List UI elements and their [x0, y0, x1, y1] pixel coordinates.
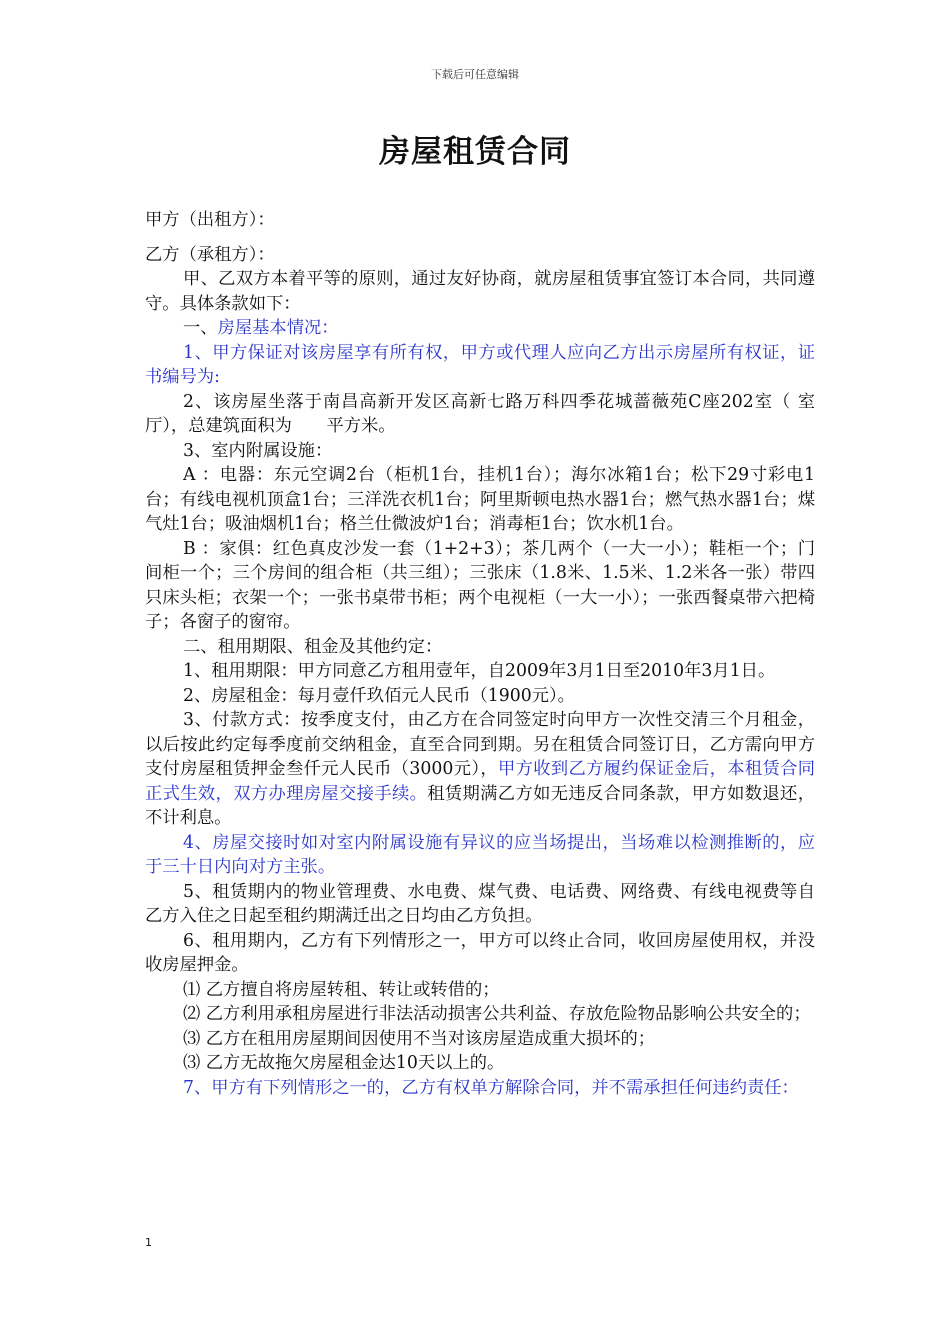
section-2-item-7: 7、甲方有下列情形之一的，乙方有权单方解除合同，并不需承担任何违约责任：: [183, 1077, 799, 1098]
section-1-item-2: 2、该房屋坐落于南昌高新开发区高新七路万科四季花城蔷薇苑C座202室（ 室 厅），总建筑面积为 平方米。: [145, 391, 815, 436]
item-3-text-b: 租赁期满乙方如无违反合同条款，甲方如数退还，不计利息。: [145, 783, 815, 828]
section-2-item-6: 6、租用期内，乙方有下列情形之一，甲方可以终止合同，收回房屋使用权，并没收房屋押金。: [145, 930, 815, 975]
section-2-item-2: 2、房屋租金：每月壹仟玖佰元人民币（1900元）。: [183, 685, 575, 706]
item-3-text-highlight: 甲方收到乙方履约保证金后，本租赁合同正式生效，双方办理房屋交接手续。: [145, 759, 815, 804]
document-title: 房屋租赁合同: [379, 134, 571, 170]
section-2-item-3: [145, 708, 815, 831]
section-1-item-3a: A ：电器：东元空调2台（柜机1台，挂机1台）；海尔冰箱1台；松下29寸彩电1台；有线电视机顶盒1台；三洋洗衣机1台；阿里斯顿电热水器1台；燃气热水器1台；煤气灶1台；吸油烟机1台；格兰仕微波炉1台；消毒柜1台；饮水机1台。: [145, 465, 815, 534]
section-2-item-4: 4、房屋交接时如对室内附属设施有异议的应当场提出，当场难以检测推断的，应于三十日内向对方主张。: [145, 832, 815, 877]
section-2-sub-1: ⑴ 乙方擅自将房屋转租、转让或转借的；: [183, 979, 500, 1000]
section-1-number: 一、: [183, 318, 218, 338]
section-2-heading: 二、租用期限、租金及其他约定：: [183, 636, 443, 657]
item-3-text-a: 3、付款方式：按季度支付，由乙方在合同签定时向甲方一次性交清三个月租金，以后按此约定每季度前交纳租金，直至合同到期。另在租赁合同签订日，乙方需向甲方支付房屋租赁押金叁仟元人民币（3000元），: [145, 710, 815, 779]
section-1-item-3b: B ：家俱：红色真皮沙发一套（1+2+3）；茶几两个（一大一小）；鞋柜一个；门间柜一个；三个房间的组合柜（共三组）；三张床（1.8米、1.5米、1.2米各一张）带四只床头柜；衣架一个；一张书桌带书柜；两个电视柜（一大一小）；一张西餐桌带六把椅子；各窗子的窗帘。: [145, 538, 815, 632]
section-1-heading: [145, 316, 815, 341]
party-b-line: 乙方（承租方）：: [145, 244, 275, 265]
section-1-item-3: 3、室内附属设施：: [183, 440, 333, 461]
page-number: 1: [145, 1236, 152, 1249]
intro-paragraph: 甲、乙双方本着平等的原则，通过友好协商，就房屋租赁事宜签订本合同，共同遵守。具体条款如下：: [145, 269, 815, 314]
section-1-item-1: 1、甲方保证对该房屋享有所有权，甲方或代理人应向乙方出示房屋所有权证，证书编号为:: [145, 342, 815, 387]
section-2-sub-4: ⑶ 乙方无故拖欠房屋租金达10天以上的。: [183, 1053, 505, 1073]
section-1-title: 房屋基本情况：: [217, 318, 339, 338]
page-header-note: 下载后可任意编辑: [431, 68, 519, 81]
section-2-sub-3: ⑶ 乙方在租用房屋期间因使用不当对该房屋造成重大损坏的；: [183, 1028, 656, 1049]
section-2-item-5: 5、租赁期内的物业管理费、水电费、煤气费、电话费、网络费、有线电视费等自乙方入住之日起至租约期满迁出之日均由乙方负担。: [145, 881, 815, 926]
contract-body: [145, 208, 815, 1100]
section-2-item-1: 1、租用期限：甲方同意乙方租用壹年，自2009年3月1日至2010年3月1日。: [183, 661, 776, 681]
party-a-line: 甲方（出租方）：: [145, 210, 275, 230]
section-2-sub-2: ⑵ 乙方利用承租房屋进行非法活动损害公共利益、存放危险物品影响公共安全的；: [183, 1004, 811, 1024]
